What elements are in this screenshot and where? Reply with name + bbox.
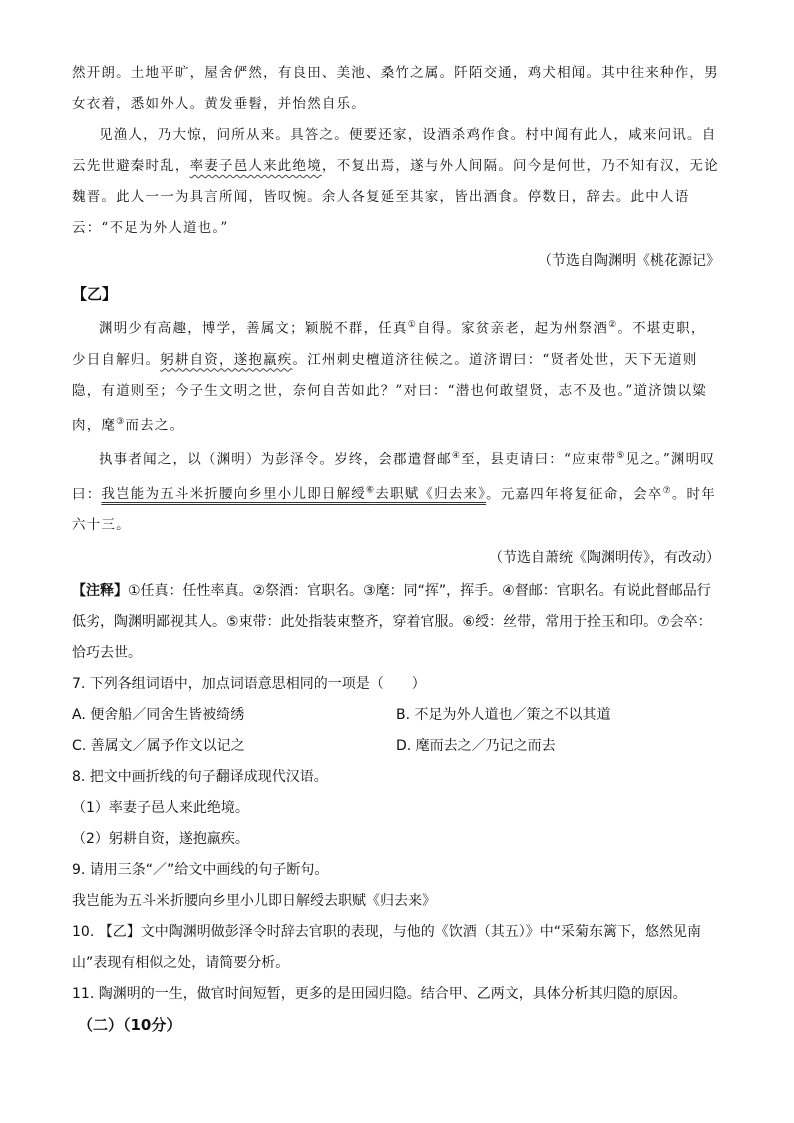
jia-paragraph-1: 然开朗。土地平旷，屋舍俨然，有良田、美池、桑竹之属。阡陌交通，鸡犬相闻。其中往来种作，男女衣着，悉如外人。黄发垂髫，并怡然自乐。 <box>72 65 719 112</box>
question-9: 9. 请用三条“／”给文中画线的句子断句。 <box>72 862 329 878</box>
option-b: B. 不足为外人道也／策之不以其道 <box>396 707 611 723</box>
note-marker: ② <box>608 320 618 330</box>
notes <box>72 576 720 669</box>
wavy-underlined-sentence: 躬耕自资，遂抱羸疾 <box>160 351 293 368</box>
question-7-options-row-2 <box>72 731 720 762</box>
notes-text: ①任真：任性率真。②祭酒：官职名。③麾：同“挥”，挥手。④督邮：官职名。有说此督邮品行低劣，陶渊明鄙视其人。⑤束带：此处指装束整齐，穿着官服。⑥绶：丝带，常用于拴玉和印。⑦会卒：恰巧去世。 <box>72 583 712 661</box>
note-marker: ⑦ <box>662 485 672 496</box>
yi-text: 。不堪吏职，少日自解归。 <box>72 320 706 368</box>
question-8-part-1: （1）率妻子邑人来此绝境。 <box>72 800 249 816</box>
yi-source: （节选自萧统《陶渊明传》，有改动） <box>489 550 720 566</box>
question-8: 8. 把文中画折线的句子翻译成现代汉语。 <box>72 769 328 785</box>
yi-label: 【乙】 <box>72 285 118 303</box>
note-marker: ① <box>407 320 417 330</box>
yi-text: 渊明少有高趣，博学，善属文；颖脱不群，任真 <box>99 320 408 337</box>
yi-paragraph-2 <box>72 441 720 541</box>
yi-text: 执事者闻之，以（渊明）为彭泽令。岁终，会郡遣督邮 <box>99 451 452 468</box>
note-marker: ③ <box>116 416 126 427</box>
question-7: 7. 下列各组词语中，加点词语意思相同的一项是（ ） <box>72 676 426 692</box>
question-9-sentence: 我岂能为五斗米折腰向乡里小儿即日解绶去职赋《归去来》 <box>72 893 436 909</box>
yi-text: 见之。”渊明叹曰： <box>72 451 716 502</box>
jia-paragraph-2 <box>72 120 720 244</box>
section-heading: （二）（10分） <box>78 1016 182 1034</box>
jia-text: 见渔人，乃大惊，问所从来。具答之。便要还家，设酒杀鸡作食。村中闻有此人，咸来问讯。自云先世避秦时乱， <box>72 127 717 174</box>
underlined-sentence <box>101 486 486 502</box>
jia-text: ，不复出焉，遂与外人间隔。问今是何世，乃不知有汉，无论魏晋。此人一一为具言所闻，皆叹惋。余人各复延至其家，皆出酒食。停数日，辞去。此中人语云：“不足为外人道也。” <box>72 158 719 236</box>
yi-text: 自得。家贫亲老，起为州祭酒 <box>416 320 609 337</box>
underlined-text: 我岂能为五斗米折腰向乡里小儿即日解绶 <box>101 486 367 502</box>
note-marker: ④ <box>451 451 462 461</box>
notes-label: 【注释】 <box>72 583 128 599</box>
question-11: 11. 陶渊明的一生，做官时间短暂，更多的是田园归隐。结合甲、乙两文，具体分析其归隐的原因。 <box>72 986 687 1002</box>
note-marker: ⑤ <box>616 451 626 461</box>
yi-text: 。时年六十三。 <box>72 486 716 533</box>
yi-text: 而去之。 <box>125 417 185 433</box>
wavy-underlined-sentence: 率妻子邑人来此绝境 <box>189 158 322 174</box>
note-marker: ⑥ <box>366 485 376 496</box>
yi-text: 。元嘉四年将复征命，会卒 <box>486 486 663 502</box>
underlined-text: 去职赋《归去来》 <box>375 486 487 502</box>
question-8-part-2: （2）躬耕自资，遂抱羸疾。 <box>72 831 249 847</box>
yi-paragraph-1 <box>72 310 720 441</box>
question-10: 10. 【乙】文中陶渊明做彭泽令时辞去官职的表现，与他的《饮酒（其五）》中“采菊东篱下，悠然见南山”表现有相似之处，请简要分析。 <box>72 924 701 971</box>
option-d: D. 麾而去之／乃记之而去 <box>396 738 556 754</box>
question-7-options-row-1 <box>72 700 720 731</box>
option-c: C. 善属文／属予作文以记之 <box>72 738 245 754</box>
yi-text: 至，县吏请曰：“应束带 <box>461 451 617 468</box>
document-page <box>72 58 720 1041</box>
yi-text: 。江州刺史檀道济往候之。道济谓曰：“贤者处世，天下无道则隐，有道则至；今子生文明之世，奈何自苦如此？”对曰：“潜也何敢望贤，志不及也。”道济馈以粱肉，麾 <box>72 351 707 433</box>
option-a: A. 便舍船／同舍生皆被绮绣 <box>72 707 245 723</box>
jia-source: （节选自陶渊明《桃花源记》 <box>538 253 720 269</box>
